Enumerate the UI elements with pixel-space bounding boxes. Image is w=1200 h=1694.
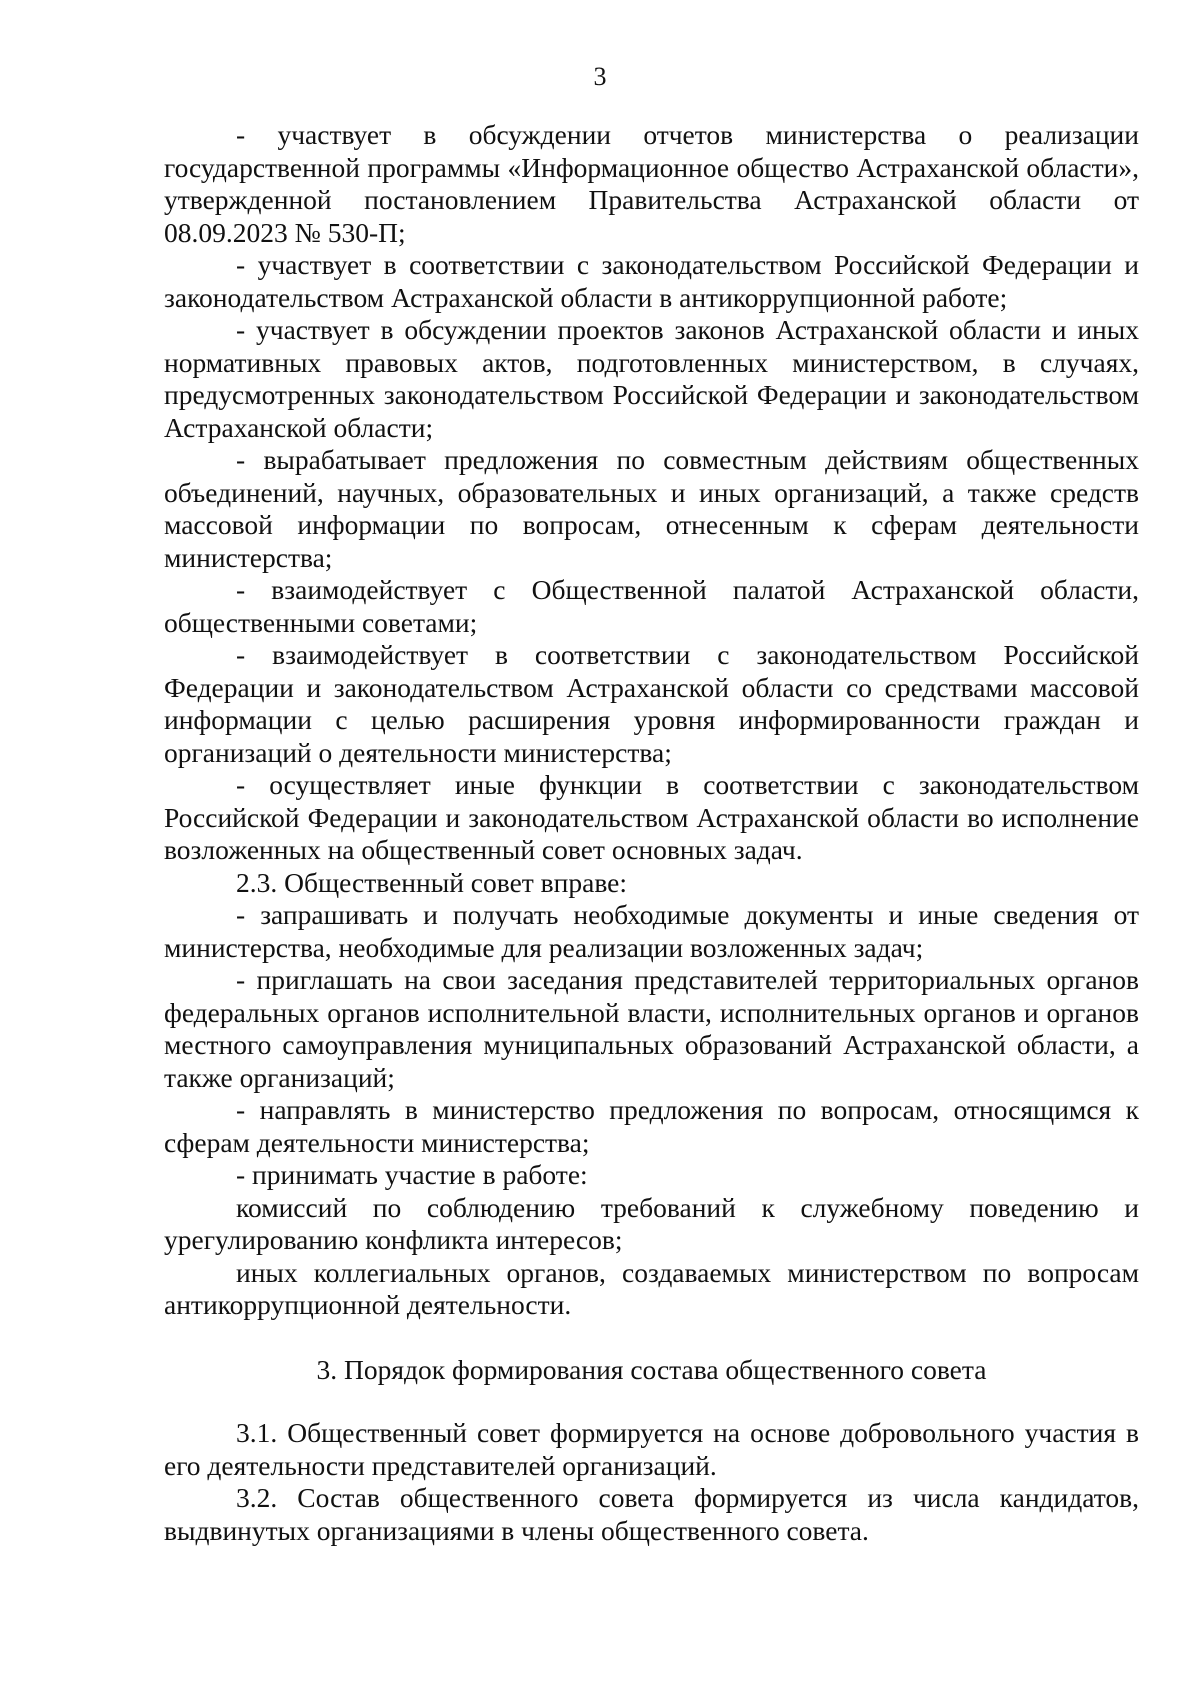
paragraph-reports-discussion: - участвует в обсуждении отчетов министерства о реализации государственной программы «Информационное общество Астраханской области», утвержденной постановлением Правительства Астраханской области от 08.09.2023 № 530-П; bbox=[164, 119, 1139, 248]
paragraph-clause-3-2: 3.2. Состав общественного совета формируется из числа кандидатов, выдвинутых организациями в члены общественного совета. bbox=[164, 1482, 1139, 1546]
paragraph-clause-2-3: 2.3. Общественный совет вправе: bbox=[236, 866, 628, 898]
paragraph-other-functions: - осуществляет иные функции в соответствии с законодательством Российской Федерации и законодательством Астраханской области во исполнение возложенных на общественный совет основных задач. bbox=[164, 769, 1139, 865]
paragraph-clause-3-1: 3.1. Общественный совет формируется на основе добровольного участия в его деятельности представителей организаций. bbox=[164, 1417, 1139, 1481]
paragraph-invite-representatives: - приглашать на свои заседания представителей территориальных органов федеральных органов исполнительной власти, исполнительных органов и органов местного самоуправления муниципальных образований Астраханской области, а также организаций; bbox=[164, 964, 1139, 1093]
paragraph-anticorruption-work: - участвует в соответствии с законодательством Российской Федерации и законодательством Астраханской области в антикоррупционной работе; bbox=[164, 249, 1139, 313]
document-body bbox=[164, 119, 1139, 1547]
paragraph-conduct-commissions: комиссий по соблюдению требований к служебному поведению и урегулированию конфликта интересов; bbox=[164, 1191, 1139, 1255]
paragraph-collegial-bodies: иных коллегиальных органов, создаваемых министерством по вопросам антикоррупционной деятельности. bbox=[164, 1256, 1139, 1320]
paragraph-request-documents: - запрашивать и получать необходимые документы и иные сведения от министерства, необходимые для реализации возложенных задач; bbox=[164, 899, 1139, 963]
paragraph-joint-actions-proposals: - вырабатывает предложения по совместным действиям общественных объединений, научных, образовательных и иных организаций, а также средств массовой информации по вопросам, отнесенным к сферам деятельности министерства; bbox=[164, 444, 1139, 573]
paragraph-draft-laws-discussion: - участвует в обсуждении проектов законов Астраханской области и иных нормативных правовых актов, подготовленных министерством, в случаях, предусмотренных законодательством Российской Федерации и законодательством Астраханской области; bbox=[164, 314, 1139, 443]
paragraph-participate-in-work: - принимать участие в работе: bbox=[236, 1159, 588, 1190]
section-3-heading: 3. Порядок формирования состава общественного совета bbox=[316, 1353, 987, 1385]
paragraph-send-proposals: - направлять в министерство предложения по вопросам, относящимся к сферам деятельности министерства; bbox=[164, 1094, 1139, 1158]
page-number: 3 bbox=[593, 62, 607, 91]
paragraph-mass-media-interaction: - взаимодействует в соответствии с законодательством Российской Федерации и законодательством Астраханской области со средствами массовой информации с целью расширения уровня информированности граждан и организаций о деятельности министерства; bbox=[164, 639, 1139, 768]
paragraph-public-chamber-interaction: - взаимодействует с Общественной палатой Астраханской области, общественными советами; bbox=[164, 574, 1139, 638]
